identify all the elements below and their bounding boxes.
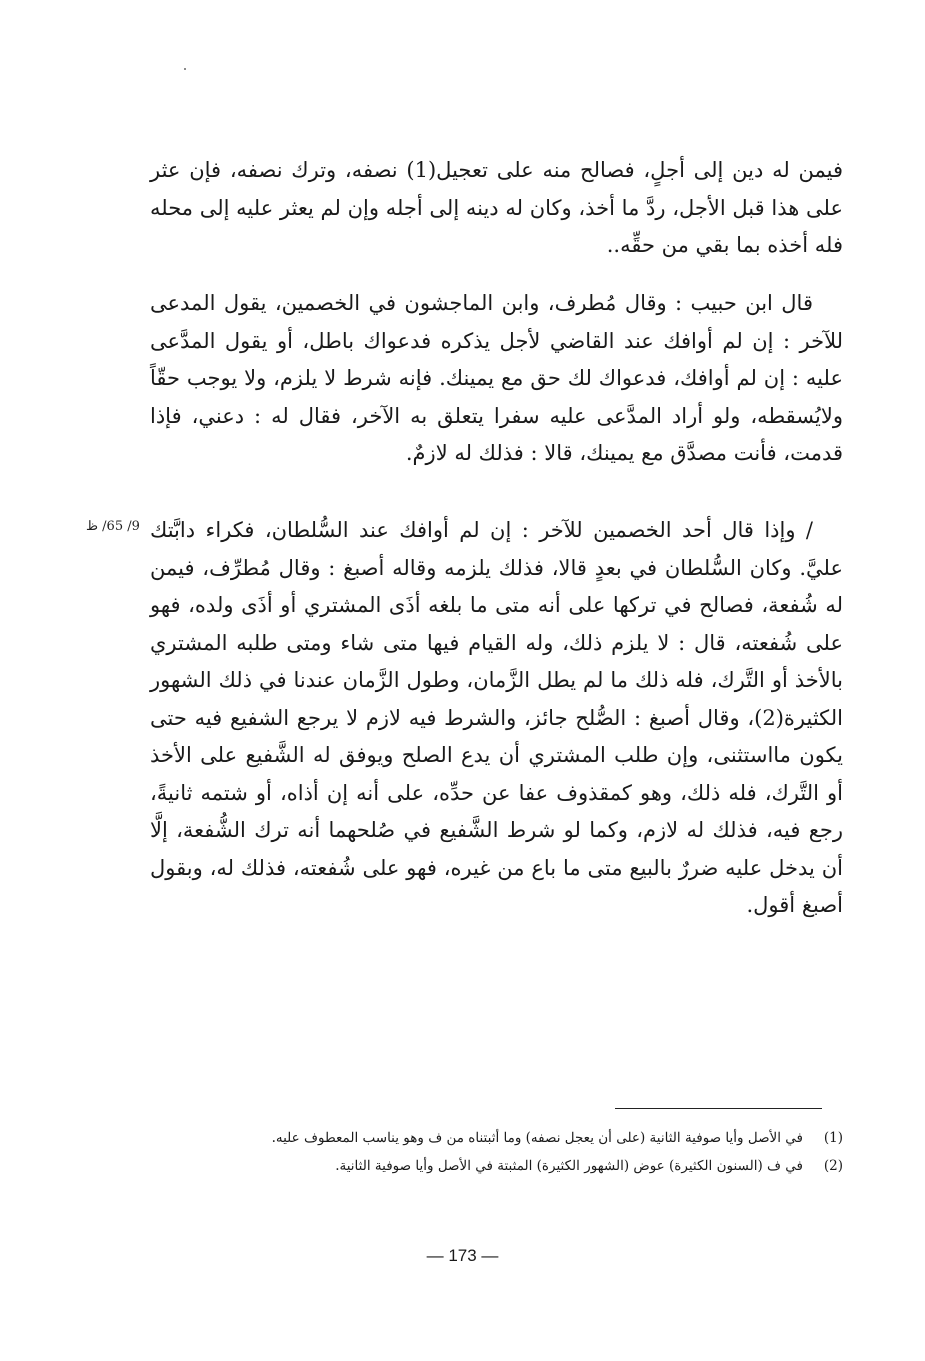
footnotes	[150, 1124, 843, 1180]
footnote-1-text: في الأصل وأيا صوفية الثانية (على أن يعجل نصفه) وما أثبتناه من ف وهو يناسب المعطوف عليه.	[271, 1130, 803, 1146]
footnote-1	[150, 1124, 843, 1152]
manuscript-folio-note: 9/ 65/ ظ	[86, 519, 140, 534]
footnote-separator	[615, 1108, 822, 1109]
footnote-1-number: (1)	[823, 1130, 843, 1146]
footnote-2-number: (2)	[823, 1158, 843, 1174]
footnote-2	[150, 1152, 843, 1180]
paragraph-1-text: فيمن له دين إلى أجلٍ، فصالح منه على تعجيل(1) نصفه، وترك نصفه، فإن عثر على هذا قبل الأجل، ردَّ ما أخذ، وكان له دينه إلى أجله وإن لم يعثر عليه إلى محله فله أخذه بما بقي من حقِّه..	[150, 158, 844, 257]
print-speck	[184, 68, 186, 70]
paragraph-2	[150, 285, 843, 473]
paragraph-3	[150, 512, 843, 925]
page-number: — 173 —	[426, 1246, 499, 1265]
paragraph-2-text: قال ابن حبيب : وقال مُطرف، وابن الماجشون في الخصمين، يقول المدعى للآخر : إن لم أوافك عند القاضي لأجل يذكره فدعواك باطل، أو يقول المدَّعى عليه : إن لم أوافك، فدعواك لك حق مع يمينك. فإنه شرط لا يلزم، ولا يوجب حقّاً ولايُسقطه، ولو أراد المدَّعى عليه سفرا يتعلق به الآخر، فقال له : دعني، فإذا قدمت، فأنت مصدَّق مع يمينك، قالا : فذلك له لازمٌ.	[150, 291, 843, 465]
footnote-2-text: في ف (السنون الكثيرة) عوض (الشهور الكثيرة) المثبتة في الأصل وأيا صوفية الثانية.	[335, 1158, 803, 1174]
paragraph-1	[150, 152, 843, 265]
paragraph-3-text: / وإذا قال أحد الخصمين للآخر : إن لم أوافك عند السُّلطان، فكراء دابَّتك عليَّ. وكان السُّلطان في بعدٍ قالا، فذلك يلزمه وقاله أصبغ : وقال مُطرِّف، فيمن له شُفعة، فصالح في تركها على أنه متى ما بلغه أذَى المشتري أو أذَى ولده، فهو على شُفعته، قال : لا يلزم ذلك، وله القيام فيها متى شاء ومتى طلبه المشتري بالأخذ أو التَّرك، فله ذلك ما لم يطل الزَّمان، وطول الزَّمان عندنا في ذلك الشهور الكثيرة(2)، وقال أصبغ : الصُّلح جائز، والشرط فيه لازم لا يرجع الشفيع فيه حتى يكون مااستثنى، وإن طلب المشتري أن يدع الصلح ويوفق له الشَّفيع على الأخذ أو التَّرك، فله ذلك، وهو كمقذوف عفا عن حدِّه، على أنه إن أذاه، أو شتمه ثانيةً، رجع فيه، فذلك له لازم، وكما لو شرط الشَّفيع في صُلحهما أنه ترك الشُّفعة، إلَّا أن يدخل عليه ضررٌ بالبيع متى ما باع من غيره، فهو على شُفعته، فذلك له، وبقول أصبغ أقول.	[150, 518, 843, 917]
